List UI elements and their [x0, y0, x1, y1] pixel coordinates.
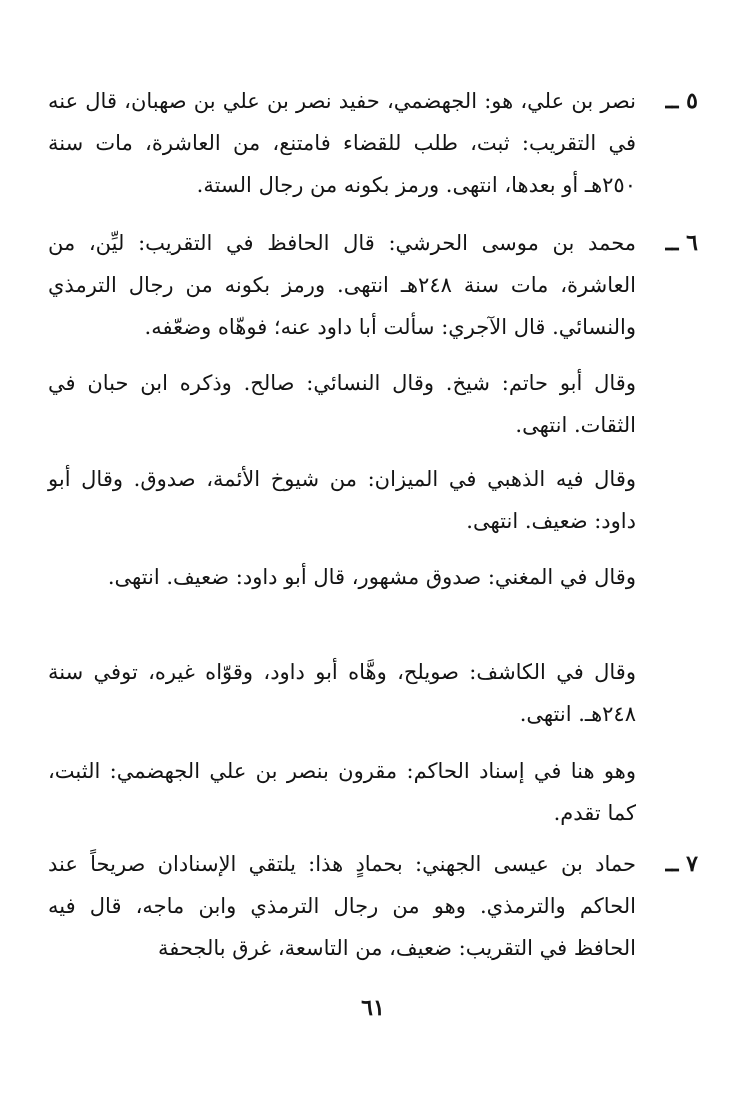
- paragraph-kashif: وقال في الكاشف: صويلح، وهَّاه أبو داود، وقوّاه غيره، توفي سنة ٢٤٨هـ. انتهى.: [48, 660, 636, 726]
- entry-text: حماد بن عيسى الجهني: بحمادٍ هذا: يلتقي الإسنادان صريحاً عند الحاكم والترمذي. وهو من رجال الترمذي وابن ماجه، قال فيه الحافظ في التقريب: ضعيف، من التاسعة، غرق بالجحفة: [48, 852, 636, 960]
- paragraph-hakim-isnad: وهو هنا في إسناد الحاكم: مقرون بنصر بن علي الجهضمي: الثبت، كما تقدم.: [48, 759, 636, 825]
- entry-number: ٧ ــ: [665, 851, 698, 877]
- entry-text: محمد بن موسى الحرشي: قال الحافظ في التقريب: ليِّن، من العاشرة، مات سنة ٢٤٨هـ انتهى. ورمز بكونه من رجال الترمذي والنسائي. قال الآجري: سألت أبا داود عنه؛ فوهّاه وضعّفه.: [48, 231, 636, 339]
- entry-text: نصر بن علي، هو: الجهضمي، حفيد نصر بن علي بن صهبان، قال عنه في التقريب: ثبت، طلب للقضاء فامتنع، من العاشرة، مات سنة ٢٥٠هـ أو بعدها، انتهى. ورمز بكونه من رجال الستة.: [48, 89, 636, 197]
- entry-number: ٦ ــ: [665, 230, 698, 256]
- entry-6: [48, 222, 698, 348]
- paragraph-mughni: وقال في المغني: صدوق مشهور، قال أبو داود: ضعيف. انتهى.: [107, 565, 636, 589]
- entry-7: [48, 843, 698, 969]
- page-number: ٦١: [361, 995, 385, 1021]
- paragraph-abu-hatim: وقال أبو حاتم: شيخ. وقال النسائي: صالح. وذكره ابن حبان في الثقات. انتهى.: [48, 371, 636, 437]
- entry-5: [48, 80, 698, 206]
- entry-number: ٥ ــ: [665, 88, 698, 114]
- paragraph-dhahabi-mizan: وقال فيه الذهبي في الميزان: من شيوخ الأئمة، صدوق. وقال أبو داود: ضعيف. انتهى.: [48, 467, 636, 533]
